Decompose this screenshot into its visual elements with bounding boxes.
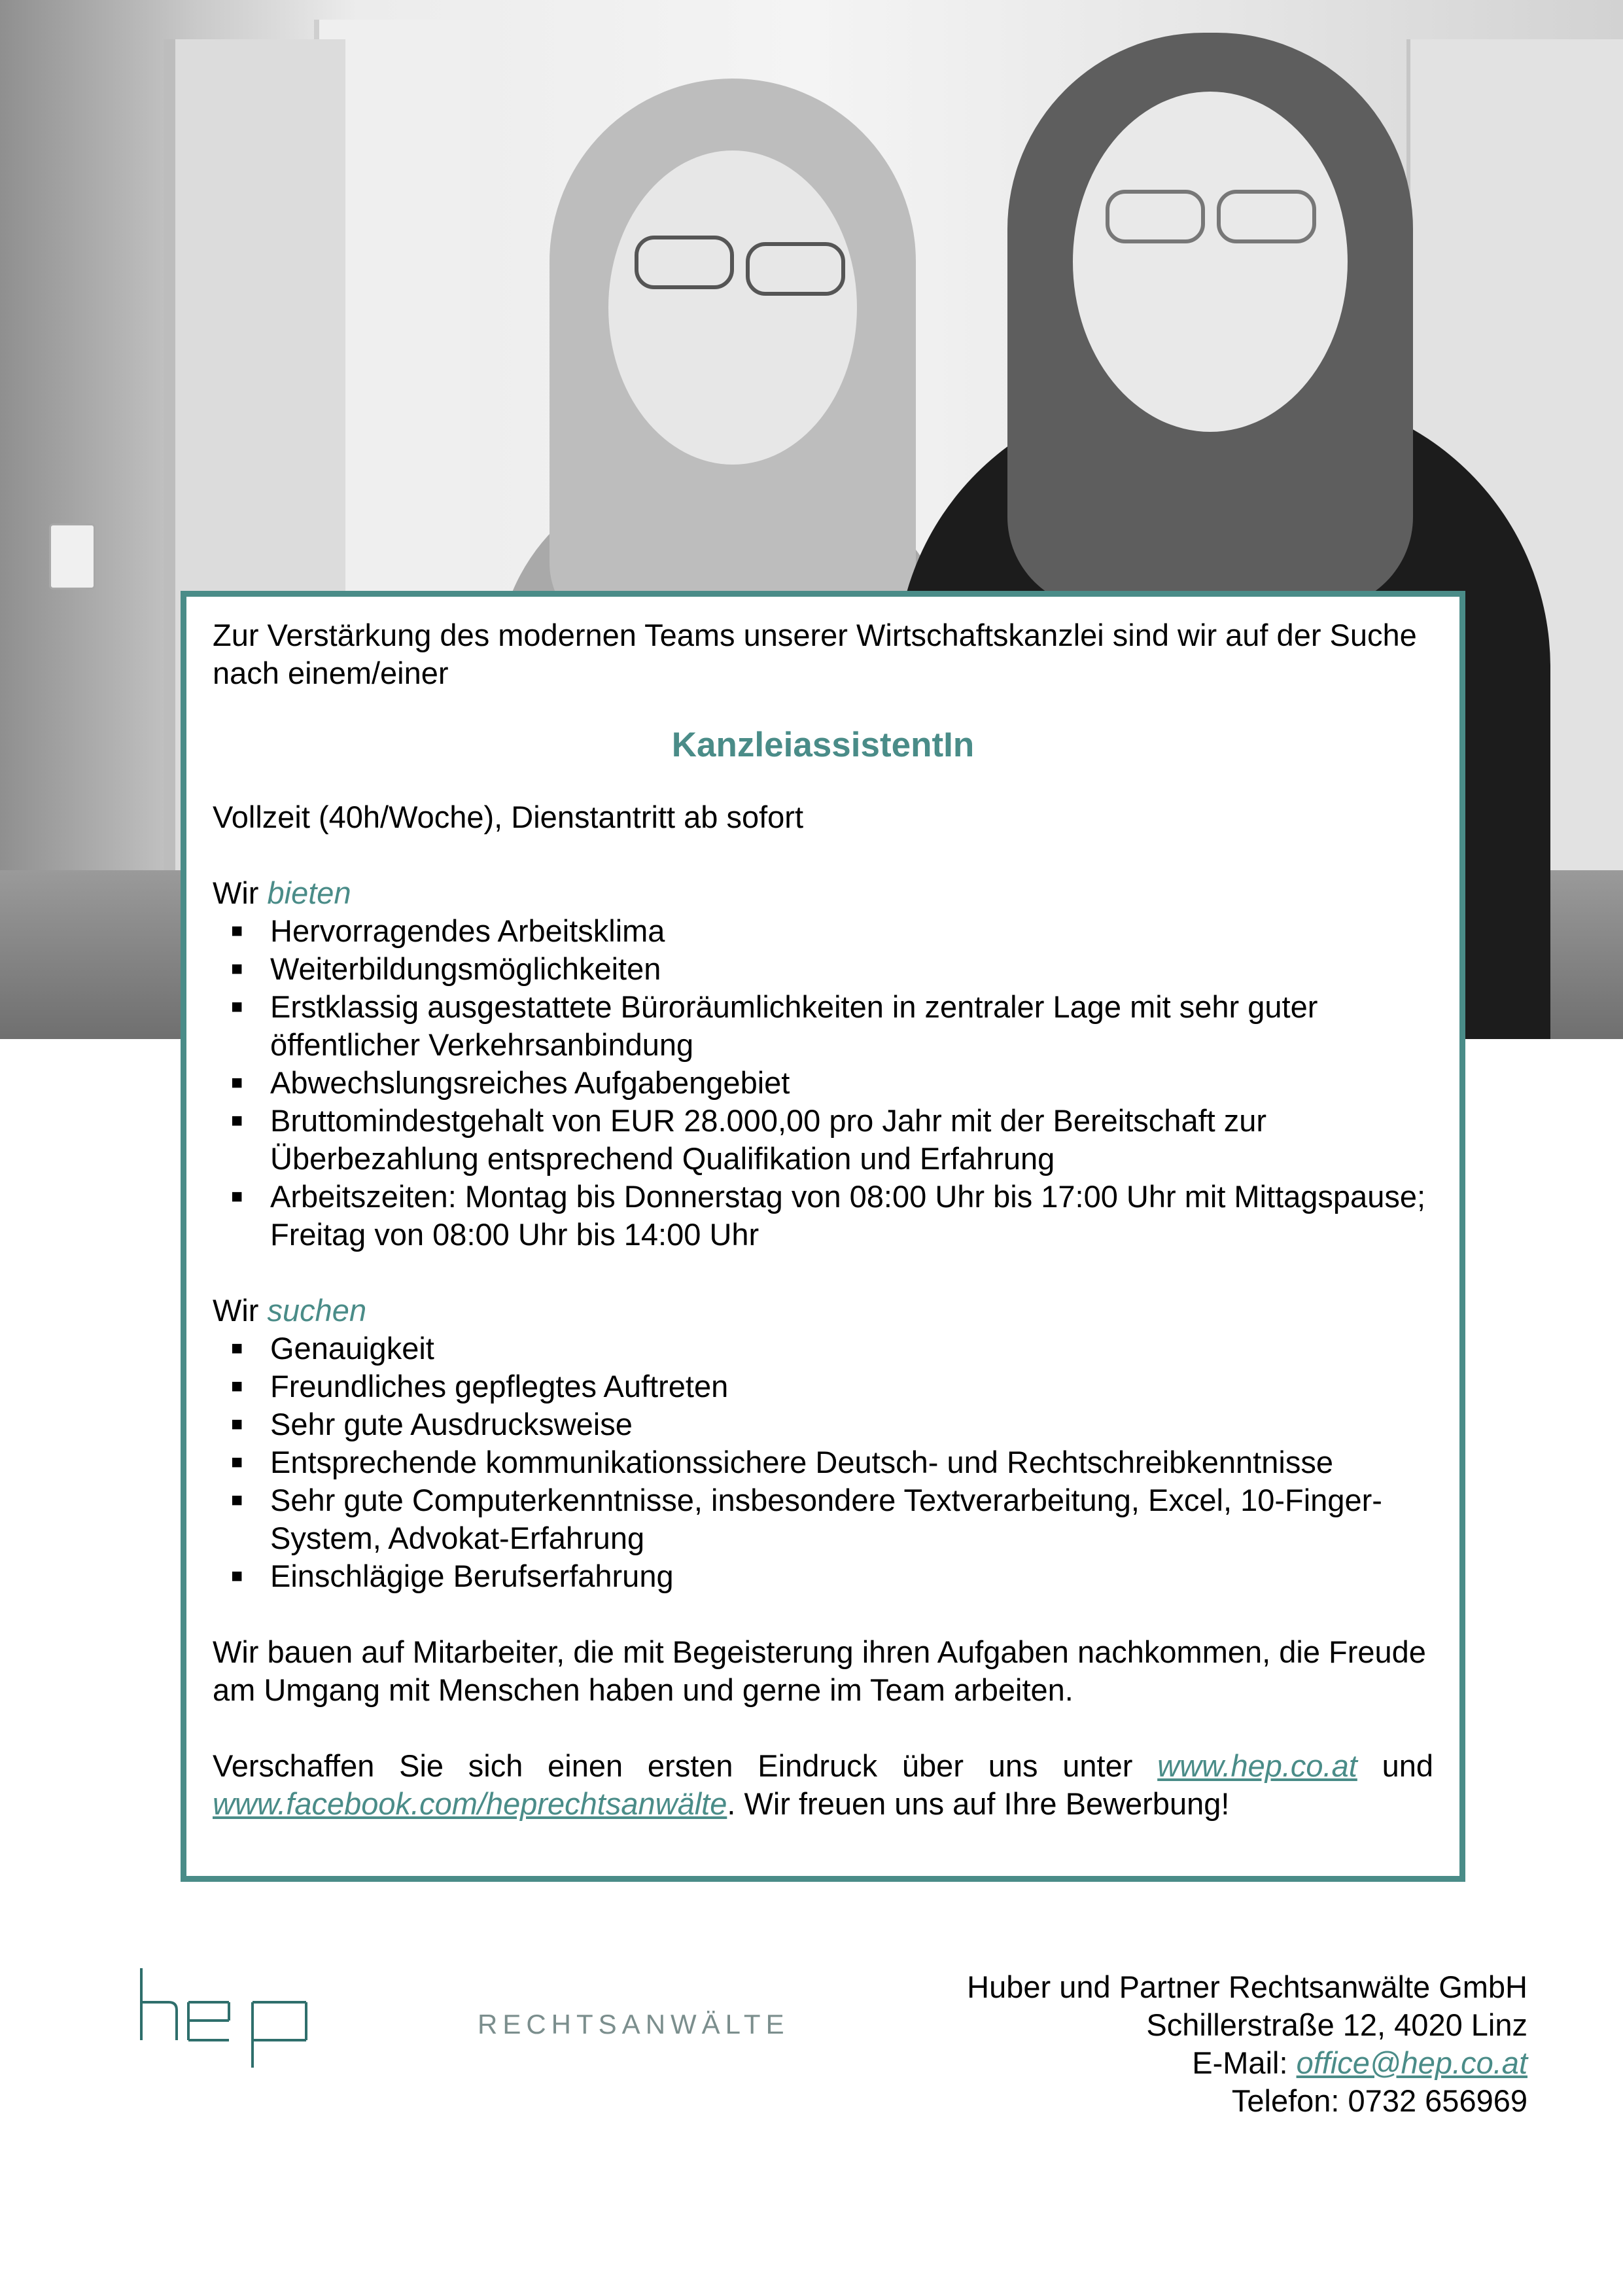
- list-item: ■ Weiterbildungsmöglichkeiten: [270, 950, 1433, 988]
- bullet-icon: ■: [231, 1186, 243, 1207]
- list-item: ■ Freundliches gepflegtes Auftreten: [270, 1368, 1433, 1405]
- offer-heading: Wir bieten: [213, 875, 351, 910]
- bullet-icon: ■: [231, 1375, 243, 1397]
- list-item: ■ Abwechslungsreiches Aufgabengebiet: [270, 1064, 1433, 1102]
- contact-block: [967, 1968, 1527, 2120]
- company-name: Huber und Partner Rechtsanwälte GmbH: [967, 1969, 1527, 2004]
- glasses-icon: [746, 242, 845, 296]
- bullet-icon: ■: [231, 958, 243, 980]
- job-title: KanzleiassistentIn: [671, 726, 975, 764]
- list-item: ■ Arbeitszeiten: Montag bis Donnerstag von 08:00 Uhr bis 17:00 Uhr mit Mittagspause; Freitag von 08:00 Uhr bis 14:00 Uhr: [231, 1179, 1426, 1252]
- seek-list: [213, 1330, 1433, 1595]
- list-item: ■ Einschlägige Berufserfahrung: [270, 1557, 1433, 1595]
- phone-line: Telefon: 0732 656969: [1231, 2083, 1527, 2118]
- glasses-icon: [1106, 190, 1205, 243]
- bullet-icon: ■: [231, 1413, 243, 1435]
- seek-heading: Wir suchen: [213, 1293, 367, 1328]
- bullet-icon: ■: [231, 1072, 243, 1093]
- offer-list: [213, 912, 1433, 1254]
- list-item: ■ Bruttomindestgehalt von EUR 28.000,00 pro Jahr mit der Bereitschaft zur Überbezahlung entsprechend Qualifikation und Erfahrung: [231, 1103, 1267, 1176]
- job-ad-card: [181, 591, 1465, 1882]
- company-logo: [137, 1963, 790, 2081]
- bullet-icon: ■: [231, 1565, 243, 1587]
- glasses-icon: [635, 236, 734, 289]
- list-item: ■ Sehr gute Ausdrucksweise: [270, 1405, 1433, 1443]
- call-to-action: Verschaffen Sie sich einen ersten Eindruck über uns unter www.hep.co.at und www.facebook.com/heprechtsanwälte. Wir freuen uns auf Ihre Bewerbung!: [213, 1748, 1434, 1821]
- list-item: ■ Erstklassig ausgestattete Büroräumlichkeiten in zentraler Lage mit sehr guter öffentlicher Verkehrsanbindung: [231, 989, 1318, 1062]
- person-left-face: [608, 150, 857, 465]
- company-address: Schillerstraße 12, 4020 Linz: [1146, 2007, 1527, 2042]
- email-link[interactable]: office@hep.co.at: [1296, 2045, 1527, 2080]
- website-link[interactable]: www.hep.co.at: [1157, 1748, 1357, 1783]
- logo-wordmark: RECHTSANWÄLTE: [478, 2009, 790, 2040]
- bullet-icon: ■: [231, 1110, 243, 1131]
- list-item: ■ Hervorragendes Arbeitsklima: [270, 912, 1433, 950]
- bullet-icon: ■: [231, 1337, 243, 1359]
- list-item: ■ Entsprechende kommunikationssichere Deutsch- und Rechtschreibkenntnisse: [270, 1443, 1433, 1481]
- light-switch: [49, 523, 96, 590]
- intro-text: Zur Verstärkung des modernen Teams unserer Wirtschaftskanzlei sind wir auf der Suche nach einem/einer: [213, 618, 1417, 690]
- list-item: ■ Sehr gute Computerkenntnisse, insbesondere Textverarbeitung, Excel, 10-Finger-System, Advokat-Erfahrung: [231, 1483, 1382, 1555]
- glasses-icon: [1217, 190, 1316, 243]
- hep-logo-mark: [137, 1963, 321, 2074]
- list-item: ■ Genauigkeit: [270, 1330, 1433, 1368]
- facebook-link[interactable]: www.facebook.com/heprechtsanwälte: [213, 1786, 727, 1821]
- bullet-icon: ■: [231, 920, 243, 942]
- bullet-icon: ■: [231, 996, 243, 1017]
- bullet-icon: ■: [231, 1489, 243, 1511]
- bullet-icon: ■: [231, 1451, 243, 1473]
- person-right-face: [1073, 92, 1348, 432]
- employment-terms: Vollzeit (40h/Woche), Dienstantritt ab sofort: [213, 800, 804, 834]
- closing-text: Wir bauen auf Mitarbeiter, die mit Begeisterung ihren Aufgaben nachkommen, die Freude am Umgang mit Menschen haben und gerne im Team arbeiten.: [213, 1634, 1426, 1707]
- email-line: E-Mail: office@hep.co.at: [1192, 2045, 1527, 2080]
